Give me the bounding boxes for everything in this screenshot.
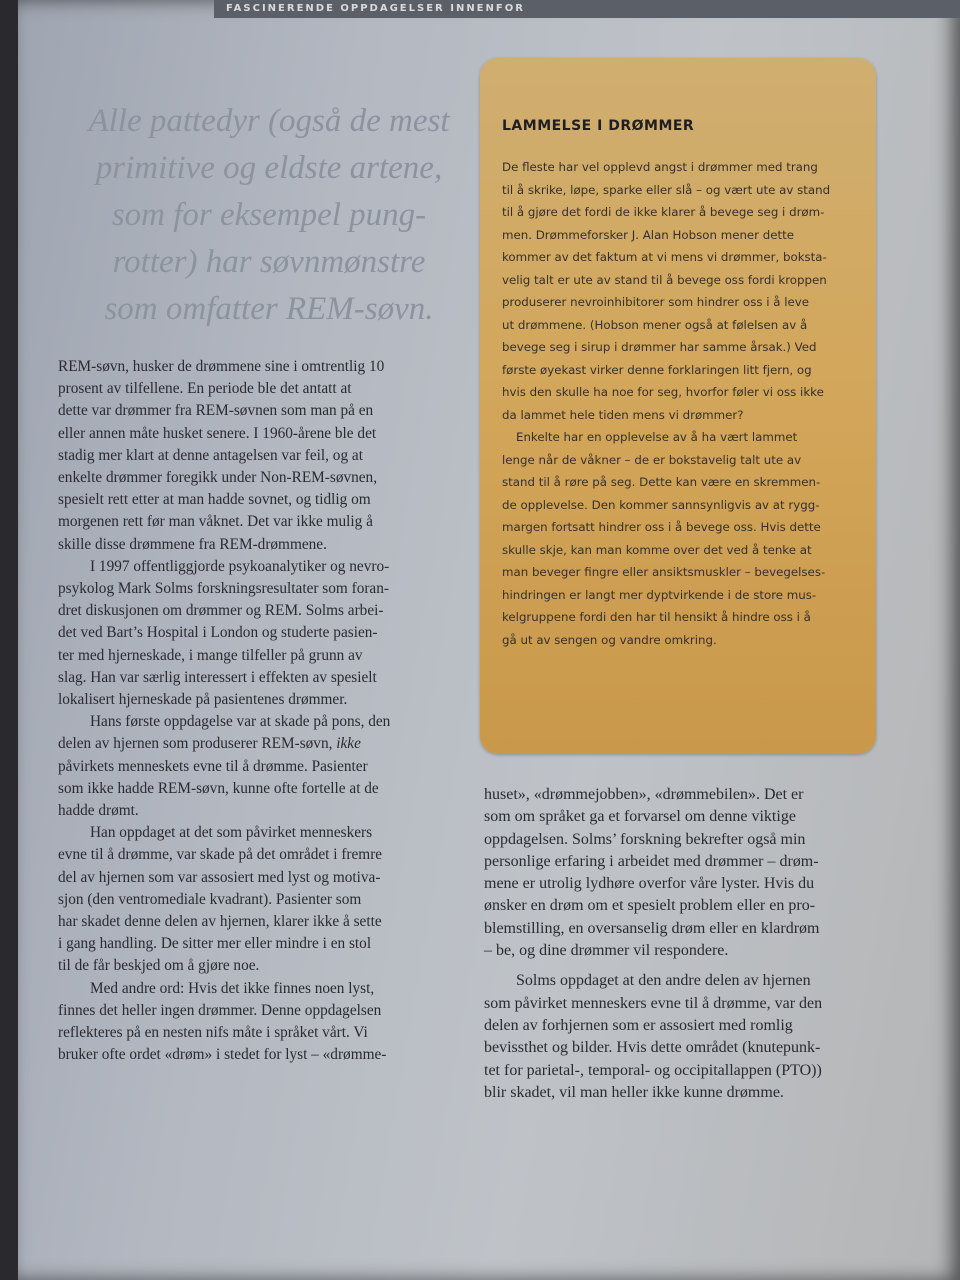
sidebar-line: hindringen er langt mer dyptvirkende i de store mus- <box>502 587 817 602</box>
body-line <box>58 733 478 755</box>
pull-quote-line: rotter) har søvnmønstre <box>112 244 426 280</box>
body-line: skille disse drømmene fra REM-drømmene. <box>58 535 327 553</box>
book-page <box>18 0 960 1280</box>
sidebar-line: stand til å røre på seg. Dette kan være en skremmen- <box>502 475 821 489</box>
body-line: finnes det heller ingen drømmer. Denne oppdagelsen <box>58 1001 382 1019</box>
body-line: til de får beskjed om å gjøre noe. <box>58 957 260 975</box>
sidebar-line: men. Drømmeforsker J. Alan Hobson mener dette <box>502 227 795 242</box>
pull-quote-line: primitive og eldste artene, <box>95 150 443 186</box>
body-line: tet for parietal-, temporal- og occipitallappen (PTO)) <box>484 1061 822 1079</box>
sidebar-line: lenge når de våkner – de er bokstavelig talt ute av <box>502 452 802 467</box>
body-line: eller annen måte husket senere. I 1960-årene ble det <box>58 424 377 442</box>
body-line: evne til å drømme, var skade på det området i fremre <box>58 846 383 864</box>
body-line: prosent av tilfellene. En periode ble det antatt at <box>58 380 352 398</box>
body-line: Med andre ord: Hvis det ikke finnes noen lyst, <box>90 979 375 997</box>
sidebar-line: margen fortsatt hindrer oss i å bevege oss. Hvis dette <box>502 520 821 534</box>
body-line: dette var drømmer fra REM-søvnen som man på en <box>58 402 374 420</box>
body-line: som om språket ga et forvarsel om denne viktige <box>484 808 796 826</box>
body-line: blemstilling, en oversanselig drøm eller en klardrøm <box>484 919 820 937</box>
body-line-text: delen av hjernen som produserer REM-søvn, <box>58 735 337 753</box>
body-line: huset», «drømmejobben», «drømmebilen». Det er <box>484 786 804 803</box>
body-line: REM-søvn, husker de drømmene sine i omtrentlig 10 <box>58 358 385 375</box>
sidebar-line: man beveger fingre eller ansiktsmuskler – bevegelses- <box>502 565 826 579</box>
body-line: i gang handling. De sitter mer eller mindre i en stol <box>58 935 372 953</box>
body-line: dret diskusjonen om drømmer og REM. Solms arbei- <box>58 602 384 620</box>
sidebar-line: gå ut av sengen og vandre omkring. <box>502 632 717 647</box>
body-line: Han oppdaget at det som påvirket menneskers <box>90 824 373 842</box>
pull-quote-line: som omfatter REM-søvn. <box>104 291 434 327</box>
body-line: morgenen rett før man våknet. Det var ikke mulig å <box>58 513 373 531</box>
sidebar-line: de opplevelse. Den kommer sannsynligvis av at rygg- <box>502 497 820 512</box>
running-header: FASCINERENDE OPPDAGELSER INNENFOR <box>214 0 960 18</box>
body-line: slag. Han var særlig interessert i effekten av spesielt <box>58 668 377 686</box>
body-line: spesielt rett etter at man hadde sovnet, og tidlig om <box>58 491 371 509</box>
sidebar-line: kelgruppene fordi den har til hensikt å hindre oss i å <box>502 610 811 624</box>
body-line: lokalisert hjerneskade på pasientenes drømmer. <box>58 691 348 709</box>
body-line: enkelte drømmer foregikk under Non-REM-søvnen, <box>58 469 378 487</box>
body-line: ter med hjerneskade, i mange tilfeller på grunn av <box>58 646 363 664</box>
body-line: som påvirket menneskers evne til å drømme, var den <box>484 994 823 1012</box>
sidebar-box <box>480 58 876 754</box>
sidebar-line: Enkelte har en opplevelse av å ha vært lammet <box>516 430 798 444</box>
emphasis-ikke: ikke <box>336 735 361 753</box>
body-line: som ikke hadde REM-søvn, kunne ofte fortelle at de <box>58 779 379 797</box>
right-column <box>484 784 924 1104</box>
pull-quote-line: Alle pattedyr (også de mest <box>88 103 450 139</box>
sidebar-line: hvis den skulle ha noe for seg, hvorfor føler vi oss ikke <box>502 385 824 399</box>
sidebar-line: første øyekast virker denne forklaringen litt fjern, og <box>502 362 812 377</box>
sidebar-line: kommer av det faktum at vi mens vi drømmer, boksta- <box>502 250 827 264</box>
body-line: påvirkets menneskets evne til å drømme. Pasienter <box>58 757 368 775</box>
sidebar-line: De fleste har vel opplevd angst i drømmer med trang <box>502 160 818 174</box>
body-line: bruker ofte ordet «drøm» i stedet for lyst – «drømme- <box>58 1046 387 1064</box>
sidebar-line: bevege seg i sirup i drømmer har samme årsak.) Ved <box>502 340 817 354</box>
pull-quote <box>70 98 468 333</box>
body-line: hadde drømt. <box>58 802 139 820</box>
body-line: stadig mer klart at denne antagelsen var feil, og at <box>58 446 363 464</box>
body-line: – be, og dine drømmer vil respondere. <box>484 942 729 960</box>
sidebar-line: da lammet hele tiden mens vi drømmer? <box>502 407 744 422</box>
body-line: har skadet denne delen av hjernen, klarer ikke å sette <box>58 913 382 931</box>
sidebar-line: til å skrike, løpe, sparke eller slå – og vært ute av stand <box>502 182 831 197</box>
body-line: bevissthet og bilder. Hvis dette området (knutepunk- <box>484 1039 821 1057</box>
pull-quote-line: som for eksempel pung- <box>111 197 427 233</box>
body-line: Hans første oppdagelse var at skade på pons, den <box>90 713 391 731</box>
sidebar-line: til å gjøre det fordi de ikke klarer å bevege seg i drøm- <box>502 205 825 219</box>
body-line: personlige erfaring i arbeidet med drømmer – drøm- <box>484 852 819 870</box>
body-line: mene er utrolig lydhøre overfor våre lyster. Hvis du <box>484 875 815 893</box>
left-column <box>58 356 478 1067</box>
sidebar-line: velig talt er ute av stand til å bevege oss fordi kroppen <box>502 272 827 287</box>
body-line: det ved Bart’s Hospital i London og studerte pasien- <box>58 624 378 642</box>
body-line: blir skadet, vil man heller ikke kunne drømme. <box>484 1083 784 1101</box>
body-line: I 1997 offentliggjorde psykoanalytiker og nevro- <box>90 557 390 575</box>
sidebar-text <box>502 156 852 651</box>
body-line: reflekteres på en nesten nifs måte i språket vårt. Vi <box>58 1024 368 1042</box>
sidebar-title: LAMMELSE I DRØMMER <box>502 118 695 134</box>
body-line: oppdagelsen. Solms’ forskning bekrefter også min <box>484 830 806 848</box>
sidebar-line: produserer nevroinhibitorer som hindrer oss i å leve <box>502 295 810 309</box>
body-line: sjon (den ventromediale kvadrant). Pasienter som <box>58 890 362 908</box>
body-line: psykolog Mark Solms forskningsresultater som foran- <box>58 580 389 598</box>
sidebar-line: ut drømmene. (Hobson mener også at følelsen av å <box>502 317 808 332</box>
body-line: Solms oppdaget at den andre delen av hjernen <box>516 972 811 990</box>
sidebar-line: skulle skje, kan man komme over det ved å tenke at <box>502 542 812 557</box>
body-line: ønsker en drøm om et spesielt problem eller en pro- <box>484 897 816 915</box>
body-line: delen av forhjernen som er assosiert med romlig <box>484 1016 793 1034</box>
body-line: del av hjernen som var assosiert med lyst og motiva- <box>58 868 381 886</box>
